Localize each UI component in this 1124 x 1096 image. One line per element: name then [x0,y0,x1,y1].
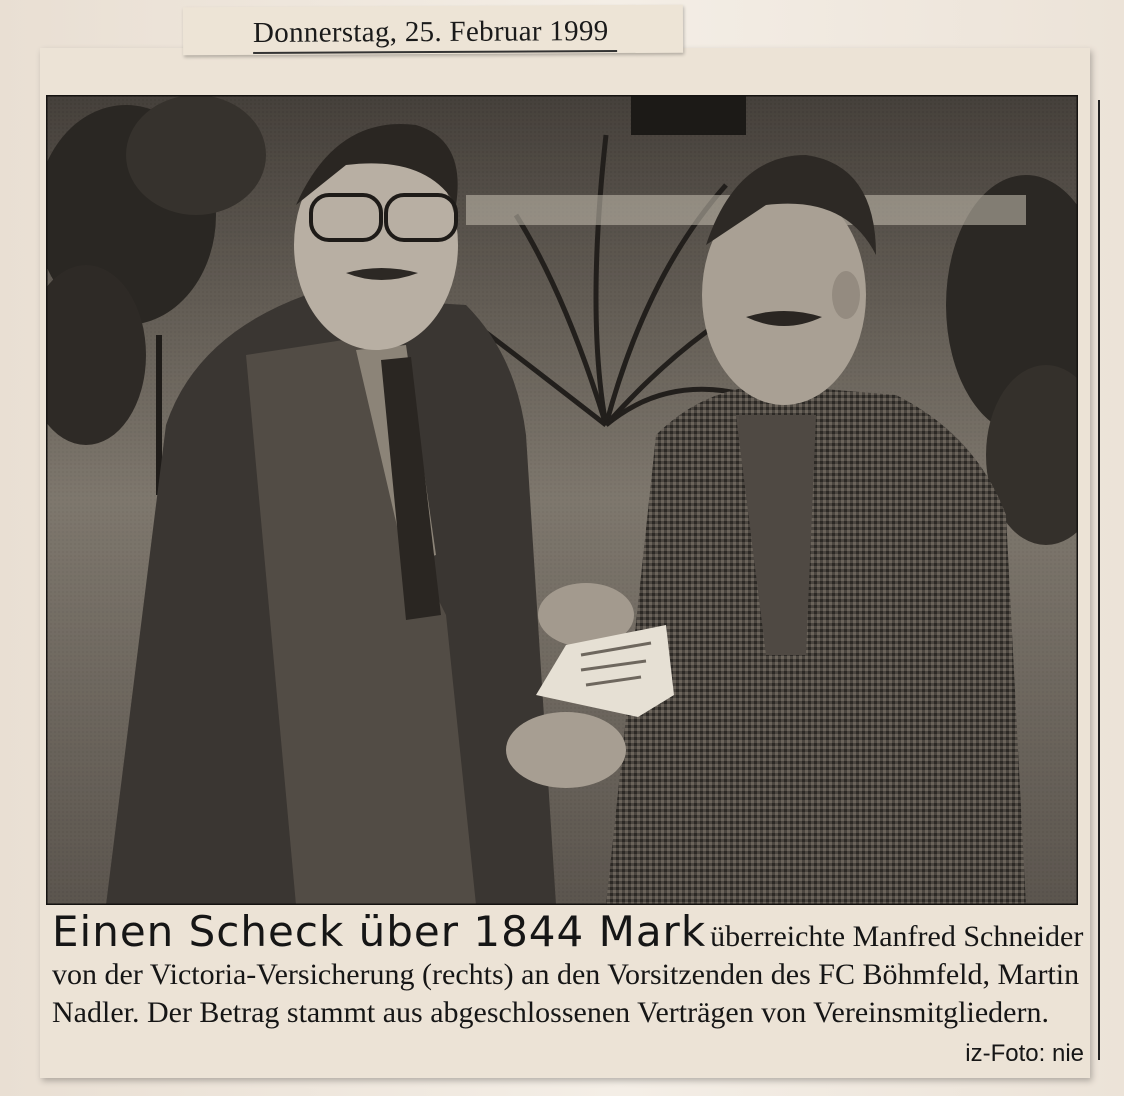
date-strip [183,5,683,56]
photo-caption [52,907,1092,1032]
photo-credit: iz-Foto: nie [965,1040,1084,1067]
news-photo [46,95,1078,905]
column-rule [1098,100,1100,1060]
caption-text: überreichte Manfred Schneider von der Victoria-Versicherung (rechts) an den Vorsitzenden des FC Böhmfeld, Martin Nadler. Der Betrag stammt aus abgeschlossenen Verträgen von Vereinsmitgliedern. [52,920,1084,1029]
publication-date: Donnerstag, 25. Februar 1999 [252,15,609,49]
photo-illustration [46,95,1078,905]
background-sign [631,95,746,135]
caption-headline: Einen Scheck über 1844 Mark [52,907,707,956]
